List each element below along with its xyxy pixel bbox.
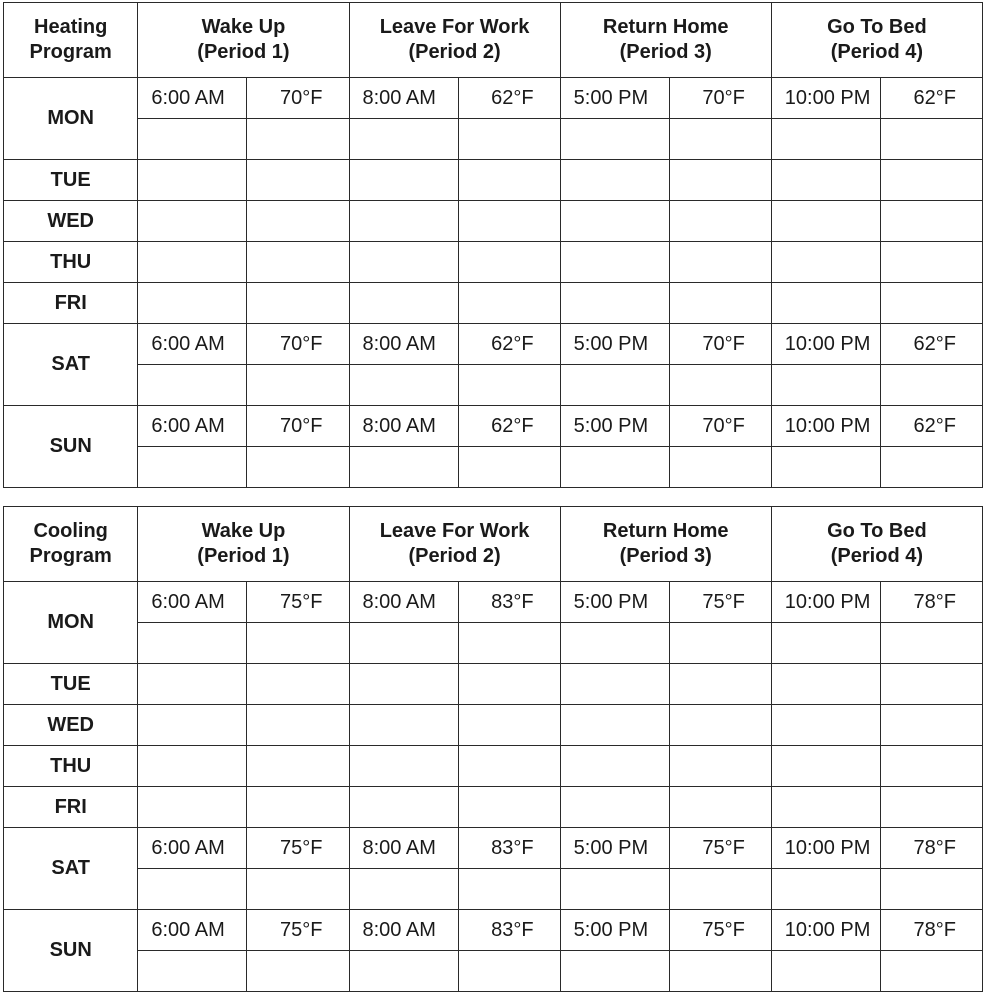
temp-cell: 62°F (880, 78, 982, 119)
day-label: TUE (4, 160, 138, 201)
time-cell (560, 787, 669, 828)
blank-entry-cell (880, 869, 982, 910)
period-header (349, 3, 560, 78)
temp-cell: 62°F (458, 406, 560, 447)
period-number: (Period 2) (408, 545, 501, 567)
time-cell (138, 787, 247, 828)
temp-cell (880, 746, 982, 787)
table-row (4, 828, 983, 869)
blank-entry-cell (880, 119, 982, 160)
blank-entry-cell (349, 951, 458, 992)
blank-entry-cell (138, 951, 247, 992)
day-label: WED (4, 705, 138, 746)
time-cell (560, 201, 669, 242)
temp-cell: 78°F (880, 828, 982, 869)
blank-entry-cell (771, 869, 880, 910)
time-cell (771, 283, 880, 324)
blank-entry-cell (247, 447, 349, 488)
table-row-blank (4, 869, 983, 910)
time-cell: 10:00 PM (771, 828, 880, 869)
time-cell (560, 283, 669, 324)
time-cell: 8:00 AM (349, 406, 458, 447)
time-cell (349, 664, 458, 705)
period-header (560, 507, 771, 582)
blank-entry-cell (560, 365, 669, 406)
program-title-line1: Heating (34, 16, 108, 38)
blank-entry-cell (458, 623, 560, 664)
blank-entry-cell (560, 623, 669, 664)
blank-entry-cell (560, 447, 669, 488)
temp-cell (458, 283, 560, 324)
program-title-line1: Cooling (33, 520, 108, 542)
temp-cell (458, 705, 560, 746)
time-cell: 10:00 PM (771, 582, 880, 623)
blank-entry-cell (771, 951, 880, 992)
temp-cell (458, 201, 560, 242)
blank-entry-cell (349, 447, 458, 488)
temp-cell (458, 787, 560, 828)
period-name: Go To Bed (827, 520, 927, 542)
temp-cell (247, 160, 349, 201)
time-cell (349, 746, 458, 787)
table-row (4, 787, 983, 828)
period-header (560, 3, 771, 78)
time-cell (771, 201, 880, 242)
time-cell: 8:00 AM (349, 324, 458, 365)
blank-entry-cell (247, 119, 349, 160)
period-number: (Period 1) (197, 545, 290, 567)
blank-entry-cell (669, 119, 771, 160)
table-row-blank (4, 119, 983, 160)
blank-entry-cell (247, 951, 349, 992)
temp-cell (880, 705, 982, 746)
temp-cell (669, 787, 771, 828)
temp-cell (247, 201, 349, 242)
period-name: Leave For Work (379, 520, 530, 542)
temp-cell: 78°F (880, 910, 982, 951)
blank-entry-cell (349, 119, 458, 160)
period-number: (Period 3) (619, 545, 712, 567)
temp-cell: 75°F (669, 582, 771, 623)
temp-cell (669, 160, 771, 201)
temp-cell (669, 664, 771, 705)
time-cell (138, 664, 247, 705)
time-cell (138, 283, 247, 324)
temp-cell (880, 201, 982, 242)
blank-entry-cell (458, 119, 560, 160)
cooling-program-table (3, 506, 983, 992)
day-label: MON (4, 582, 138, 664)
table-row (4, 242, 983, 283)
blank-entry-cell (880, 447, 982, 488)
day-label: SUN (4, 406, 138, 488)
program-title (4, 3, 138, 78)
period-header (771, 3, 982, 78)
temp-cell: 70°F (669, 406, 771, 447)
time-cell: 5:00 PM (560, 828, 669, 869)
period-name: Go To Bed (827, 16, 927, 38)
time-cell: 6:00 AM (138, 582, 247, 623)
time-cell: 5:00 PM (560, 582, 669, 623)
temp-cell (458, 746, 560, 787)
table-row-blank (4, 951, 983, 992)
blank-entry-cell (669, 951, 771, 992)
heating-program-table (3, 2, 983, 488)
blank-entry-cell (771, 119, 880, 160)
table-row (4, 283, 983, 324)
time-cell: 5:00 PM (560, 910, 669, 951)
temp-cell (247, 664, 349, 705)
blank-entry-cell (669, 869, 771, 910)
temp-cell (880, 787, 982, 828)
time-cell (138, 160, 247, 201)
time-cell (349, 242, 458, 283)
period-name: Wake Up (201, 16, 286, 38)
blank-entry-cell (669, 365, 771, 406)
day-label: SUN (4, 910, 138, 992)
time-cell (138, 705, 247, 746)
time-cell (138, 201, 247, 242)
temp-cell: 83°F (458, 910, 560, 951)
temp-cell: 75°F (669, 828, 771, 869)
table-row-blank (4, 447, 983, 488)
temp-cell: 70°F (247, 78, 349, 119)
day-label: MON (4, 78, 138, 160)
period-name: Leave For Work (379, 16, 530, 38)
time-cell: 10:00 PM (771, 78, 880, 119)
time-cell (560, 664, 669, 705)
blank-entry-cell (458, 447, 560, 488)
blank-entry-cell (560, 869, 669, 910)
temp-cell (247, 242, 349, 283)
blank-entry-cell (247, 869, 349, 910)
temp-cell: 62°F (458, 324, 560, 365)
time-cell: 8:00 AM (349, 582, 458, 623)
table-row-blank (4, 365, 983, 406)
time-cell: 10:00 PM (771, 406, 880, 447)
period-header (138, 3, 349, 78)
time-cell: 10:00 PM (771, 910, 880, 951)
blank-entry-cell (560, 951, 669, 992)
time-cell (771, 160, 880, 201)
blank-entry-cell (560, 119, 669, 160)
blank-entry-cell (247, 365, 349, 406)
period-number: (Period 2) (408, 41, 501, 63)
blank-entry-cell (669, 623, 771, 664)
temp-cell: 75°F (669, 910, 771, 951)
blank-entry-cell (138, 119, 247, 160)
temp-cell: 70°F (247, 324, 349, 365)
temp-cell (880, 160, 982, 201)
time-cell (560, 160, 669, 201)
time-cell (349, 787, 458, 828)
day-label: THU (4, 242, 138, 283)
temp-cell (880, 664, 982, 705)
table-row (4, 664, 983, 705)
temp-cell (247, 746, 349, 787)
table-row (4, 160, 983, 201)
blank-entry-cell (138, 365, 247, 406)
time-cell: 5:00 PM (560, 78, 669, 119)
blank-entry-cell (458, 869, 560, 910)
blank-entry-cell (880, 365, 982, 406)
temp-cell (880, 242, 982, 283)
blank-entry-cell (458, 951, 560, 992)
time-cell (560, 705, 669, 746)
time-cell (560, 746, 669, 787)
day-label: FRI (4, 787, 138, 828)
time-cell: 6:00 AM (138, 828, 247, 869)
period-header (349, 507, 560, 582)
temp-cell (458, 242, 560, 283)
time-cell (349, 705, 458, 746)
time-cell (771, 787, 880, 828)
period-number: (Period 4) (830, 545, 924, 567)
temp-cell (669, 746, 771, 787)
temp-cell: 75°F (247, 582, 349, 623)
table-row (4, 910, 983, 951)
blank-entry-cell (771, 447, 880, 488)
program-title-line2: Program (29, 41, 112, 63)
blank-entry-cell (138, 623, 247, 664)
time-cell: 8:00 AM (349, 828, 458, 869)
temp-cell (669, 705, 771, 746)
time-cell: 5:00 PM (560, 324, 669, 365)
temp-cell: 70°F (247, 406, 349, 447)
day-label: THU (4, 746, 138, 787)
table-row (4, 324, 983, 365)
day-label: WED (4, 201, 138, 242)
time-cell (560, 242, 669, 283)
blank-entry-cell (349, 365, 458, 406)
table-row-blank (4, 623, 983, 664)
time-cell (771, 664, 880, 705)
program-title-line2: Program (29, 545, 112, 567)
temp-cell: 75°F (247, 910, 349, 951)
period-number: (Period 3) (619, 41, 712, 63)
blank-entry-cell (138, 869, 247, 910)
temp-cell (669, 242, 771, 283)
temp-cell (458, 664, 560, 705)
period-number: (Period 1) (197, 41, 290, 63)
table-row (4, 406, 983, 447)
temp-cell (669, 201, 771, 242)
time-cell: 6:00 AM (138, 324, 247, 365)
time-cell: 5:00 PM (560, 406, 669, 447)
table-row (4, 78, 983, 119)
temp-cell: 75°F (247, 828, 349, 869)
day-label: SAT (4, 324, 138, 406)
period-header (771, 507, 982, 582)
time-cell: 8:00 AM (349, 78, 458, 119)
time-cell: 8:00 AM (349, 910, 458, 951)
time-cell (138, 242, 247, 283)
time-cell (771, 705, 880, 746)
period-name: Return Home (602, 16, 729, 38)
day-label: TUE (4, 664, 138, 705)
temp-cell: 62°F (458, 78, 560, 119)
table-row (4, 746, 983, 787)
table-row (4, 201, 983, 242)
blank-entry-cell (247, 623, 349, 664)
time-cell: 10:00 PM (771, 324, 880, 365)
time-cell (349, 283, 458, 324)
period-number: (Period 4) (830, 41, 924, 63)
program-title (4, 507, 138, 582)
blank-entry-cell (880, 951, 982, 992)
period-name: Wake Up (201, 520, 286, 542)
temp-cell: 83°F (458, 582, 560, 623)
temp-cell (880, 283, 982, 324)
period-header (138, 507, 349, 582)
time-cell: 6:00 AM (138, 406, 247, 447)
time-cell (138, 746, 247, 787)
time-cell (349, 201, 458, 242)
temp-cell (458, 160, 560, 201)
blank-entry-cell (669, 447, 771, 488)
blank-entry-cell (880, 623, 982, 664)
time-cell: 6:00 AM (138, 910, 247, 951)
temp-cell: 78°F (880, 582, 982, 623)
blank-entry-cell (349, 623, 458, 664)
period-name: Return Home (602, 520, 729, 542)
temp-cell: 62°F (880, 406, 982, 447)
time-cell (771, 242, 880, 283)
temp-cell (247, 705, 349, 746)
day-label: SAT (4, 828, 138, 910)
header-row (4, 507, 983, 582)
temp-cell: 70°F (669, 324, 771, 365)
table-row (4, 705, 983, 746)
blank-entry-cell (771, 623, 880, 664)
temp-cell (247, 283, 349, 324)
blank-entry-cell (349, 869, 458, 910)
header-row (4, 3, 983, 78)
temp-cell (247, 787, 349, 828)
table-row (4, 582, 983, 623)
blank-entry-cell (771, 365, 880, 406)
blank-entry-cell (458, 365, 560, 406)
day-label: FRI (4, 283, 138, 324)
temp-cell: 83°F (458, 828, 560, 869)
blank-entry-cell (138, 447, 247, 488)
temp-cell: 62°F (880, 324, 982, 365)
time-cell: 6:00 AM (138, 78, 247, 119)
time-cell (349, 160, 458, 201)
temp-cell (669, 283, 771, 324)
time-cell (771, 746, 880, 787)
temp-cell: 70°F (669, 78, 771, 119)
